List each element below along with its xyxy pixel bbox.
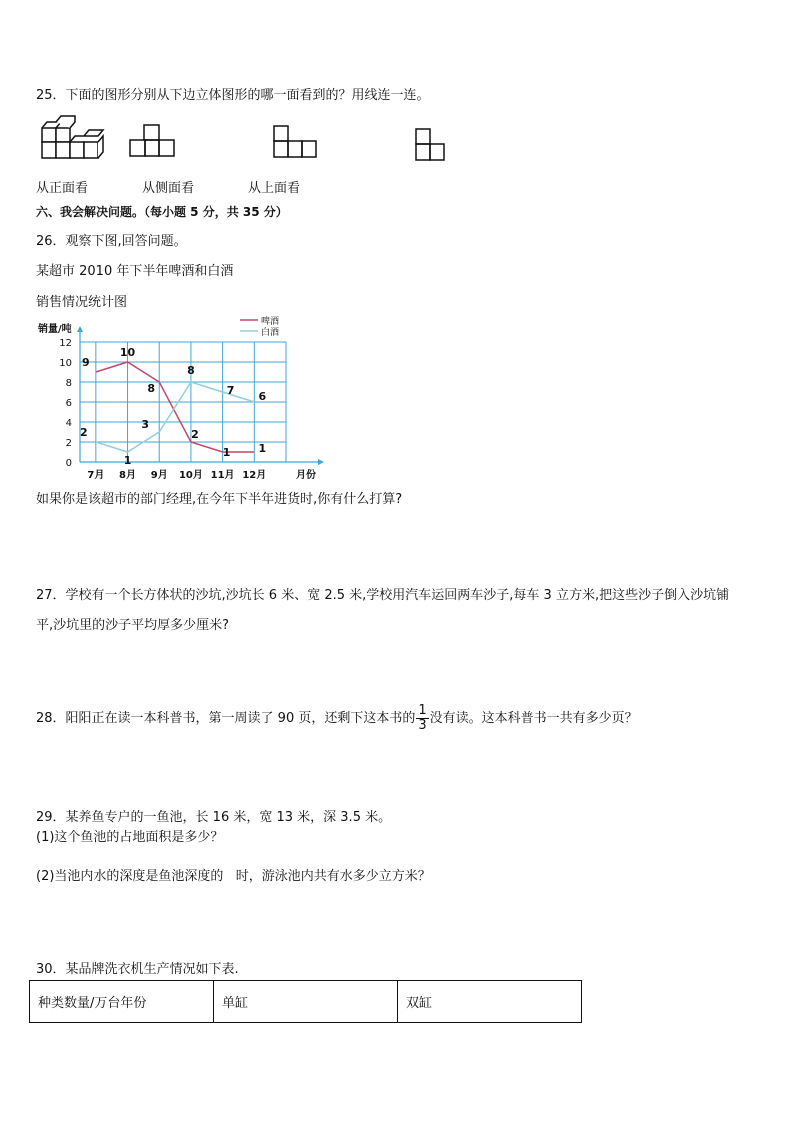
sales-line-chart [30,310,350,490]
legend-label: 啤酒 [261,317,280,327]
q27-line1: 27．学校有一个长方体状的沙坑,沙坑长 6 米、宽 2.5 米,学校用汽车运回两车沙子,每车 3 立方米,把这些沙子倒入沙坑铺 [36,588,730,603]
data-label: 2 [80,426,88,439]
x-axis-arrow [318,459,324,465]
y-tick-label: 12 [59,338,72,349]
y-axis-label: 销量/吨 [38,324,72,335]
y-tick-label: 6 [65,398,72,409]
data-label: 10 [119,346,136,359]
x-tick-label: 11月 [210,470,235,481]
solid-figure [42,116,103,158]
y-axis-arrow [77,326,83,332]
q28-text-after: 没有读。这本科普书一共有多少页？ [429,711,638,726]
q26-question: 如果你是该超市的部门经理,在今年下半年进货时,你有什么打算? [36,492,403,507]
q27-line2: 平,沙坑里的沙子平均厚多少厘米? [36,618,230,633]
q29-sub1: (1)这个鱼池的占地面积是多少？ [36,830,224,845]
x-tick-label: 9月 [150,470,168,481]
q29-text: 29．某养鱼专户的一鱼池，长 16 米，宽 13 米，深 3.5 米。 [36,810,392,825]
data-label: 2 [191,428,199,441]
data-label: 9 [82,356,90,369]
q29-sub2: (2)当池内水的深度是鱼池深度的 时，游泳池内共有水多少立方米？ [36,869,431,884]
q30-table [29,980,582,1023]
q25-text: 25．下面的图形分别从下边立体图形的哪一面看到的？用线连一连。 [36,88,430,103]
table-header-cell: 双缸 [398,981,582,1023]
y-tick-label: 10 [59,358,72,369]
view-figure-side [274,126,316,157]
q30-text: 30．某品牌洗衣机生产情况如下表. [36,962,239,977]
q28-frac-den: 3 [418,718,427,733]
y-tick-label: 4 [65,418,72,429]
q26-chart-title-line1: 某超市 2010 年下半年啤酒和白酒 [36,264,234,279]
y-tick-label: 8 [65,378,72,389]
q28-text-before: 28．阳阳正在读一本科普书，第一周读了 90 页，还剩下这本书的 [36,711,416,726]
data-label: 3 [141,418,150,431]
data-label: 6 [258,390,267,403]
x-tick-label: 8月 [119,470,137,481]
data-label: 1 [258,442,267,455]
data-label: 8 [147,382,156,395]
q25-label-side: 从侧面看 [142,181,195,196]
table-header-cell: 单缸 [214,981,398,1023]
y-tick-label: 0 [65,458,72,469]
q25-label-front: 从正面看 [36,181,89,196]
view-figure-top [416,129,444,160]
q28-fraction [416,704,428,733]
data-label: 7 [226,384,235,397]
table-header-cell: 种类数量/万台年份 [30,981,214,1023]
view-figure-front [130,125,174,156]
data-label: 8 [187,364,195,377]
data-label: 1 [222,446,231,459]
x-tick-label: 10月 [178,470,203,481]
x-tick-label: 7月 [87,470,105,481]
legend-label: 白酒 [261,328,280,338]
q25-figures [36,112,466,168]
y-tick-label: 2 [65,438,72,449]
data-label: 1 [123,454,132,467]
section6-title: 六、我会解决问题。（每小题 5 分，共 35 分） [36,205,288,219]
q26-chart-title-line2: 销售情况统计图 [36,295,128,310]
q25-label-top: 从上面看 [248,181,301,196]
q26-text: 26．观察下图,回答问题。 [36,234,187,249]
q28-line [36,702,638,736]
x-tick-label: 12月 [242,470,267,481]
q28-frac-num: 1 [418,703,427,718]
table-row [30,981,582,1023]
x-axis-label: 月份 [296,470,316,481]
